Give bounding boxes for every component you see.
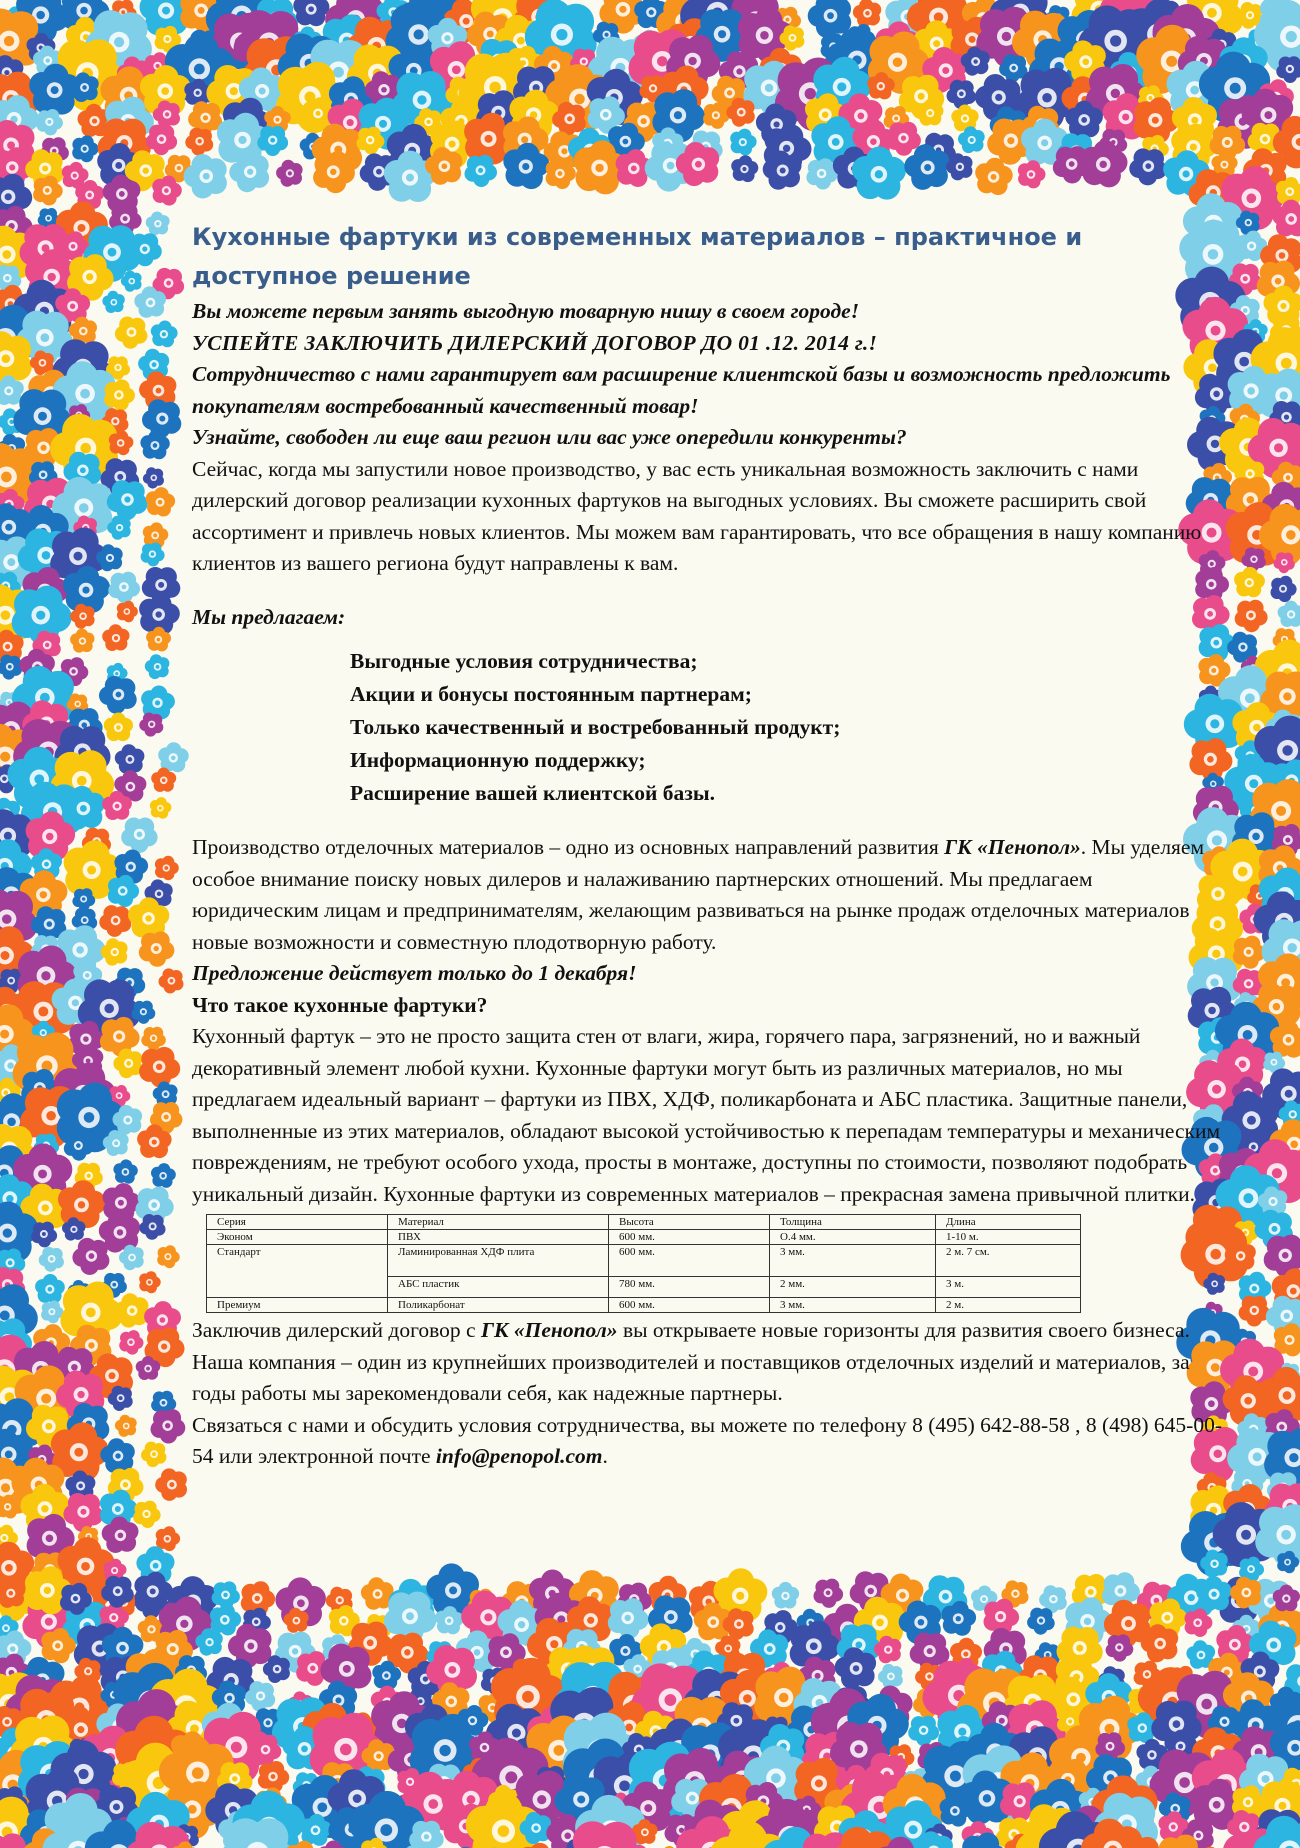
flower-icon	[731, 155, 758, 182]
flower-icon	[41, 1301, 63, 1324]
offer-item: Информационную поддержку;	[350, 748, 646, 772]
flower-icon	[39, 1247, 64, 1272]
section-heading: Что такое кухонные фартуки?	[192, 992, 488, 1017]
table-header-cell: Высота	[609, 1215, 770, 1230]
flower-icon	[70, 629, 94, 653]
flower-icon	[139, 1271, 161, 1293]
flower-icon	[101, 938, 128, 965]
offer-item: Только качественный и востребованный продукт;	[350, 715, 841, 739]
flower-icon	[145, 654, 170, 679]
page-title: Кухонные фартуки из современных материалов – практичное и доступное решение	[192, 223, 1083, 290]
flower-icon	[1239, 1296, 1270, 1327]
flower-icon	[159, 968, 184, 993]
table-header-cell: Толщина	[770, 1215, 936, 1230]
flower-icon	[104, 379, 135, 410]
flower-icon	[1235, 600, 1268, 633]
flower-icon	[151, 1163, 176, 1188]
flower-icon	[151, 768, 176, 792]
flower-icon	[143, 467, 164, 488]
table-cell: 600 мм.	[609, 1298, 770, 1313]
flower-icon	[139, 713, 163, 737]
flower-icon	[115, 1415, 137, 1437]
company-name: ГК «Пенопол»	[480, 1318, 618, 1342]
intro-line-deadline: УСПЕЙТЕ ЗАКЛЮЧИТЬ ДИЛЕРСКИЙ ДОГОВОР ДО 01 .12. 2014 г.!	[192, 330, 878, 355]
offer-heading: Мы предлагаем:	[192, 604, 346, 629]
flower-icon	[151, 321, 178, 348]
table-cell: ПВХ	[388, 1230, 609, 1245]
flower-icon	[117, 601, 138, 623]
table-cell: 780 мм.	[609, 1277, 770, 1298]
flower-icon	[257, 126, 288, 156]
company-name: ГК «Пенопол»	[944, 835, 1081, 859]
table-header-cell: Материал	[388, 1215, 609, 1230]
flower-icon	[1027, 1608, 1055, 1635]
flower-icon	[1278, 601, 1300, 627]
flower-icon	[814, 1579, 844, 1608]
flower-icon	[157, 1245, 180, 1268]
table-cell: Премиум	[207, 1298, 388, 1313]
table-header-row	[207, 1215, 1081, 1230]
flower-icon	[139, 1214, 165, 1240]
flower-icon	[107, 480, 148, 520]
contact-paragraph: Связаться с нами и обсудить условия сотрудничества, вы можете по телефону 8 (495) 642-88-58 , 8 (498) 645-00-54 или электронной почте info@penopol.com.	[192, 1412, 1222, 1468]
flower-icon	[146, 212, 170, 236]
flower-icon	[908, 1716, 939, 1746]
flower-icon	[878, 1664, 903, 1689]
table-cell: 600 мм.	[609, 1245, 770, 1277]
flower-icon	[1274, 552, 1295, 573]
flower-icon	[72, 135, 98, 162]
flower-icon	[99, 676, 137, 714]
flower-icon	[109, 430, 134, 455]
table-cell: 1-10 м.	[936, 1230, 1081, 1245]
table-row	[207, 1298, 1081, 1313]
table-header-cell: Серия	[207, 1215, 388, 1230]
flower-icon	[0, 655, 22, 680]
table-row	[207, 1230, 1081, 1245]
flower-icon	[35, 1274, 65, 1303]
table-cell: 2 м. 7 см.	[936, 1245, 1081, 1277]
flower-icon	[139, 1047, 180, 1088]
flower-icon	[1234, 567, 1265, 597]
flower-icon	[1271, 576, 1297, 602]
flower-icon	[1106, 1634, 1134, 1661]
table-cell: Ламинированная ХДФ плита	[388, 1245, 609, 1277]
flower-icon	[150, 797, 172, 819]
table-cell: О.4 мм.	[770, 1230, 936, 1245]
flower-icon	[1129, 148, 1167, 185]
table-cell: 3 м.	[936, 1277, 1081, 1298]
table-cell: Стандарт	[207, 1245, 388, 1298]
flower-icon	[31, 1222, 57, 1248]
flower-icon	[276, 160, 303, 187]
flower-icon	[185, 128, 213, 156]
flower-icon	[853, 0, 881, 27]
flower-icon	[104, 713, 133, 742]
deadline-note: Предложение действует только до 1 декабря!	[192, 961, 637, 985]
table-cell: АБС пластик	[388, 1277, 609, 1298]
flower-icon	[72, 1238, 109, 1275]
intro-line-cooperation: Сотрудничество с нами гарантирует вам расширение клиентской базы и возможность предложить покупателям востребованный качественный товар!	[192, 362, 1171, 418]
email-link[interactable]: info@penopol.com	[435, 1444, 603, 1468]
flower-icon	[772, 1582, 799, 1609]
offer-item: Акции и бонусы постоянным партнерам;	[350, 682, 752, 706]
flower-icon	[121, 818, 157, 854]
intro-line-1: Вы можете первым занять выгодную товарную нишу в своем городе!	[192, 299, 860, 323]
flower-icon	[465, 155, 498, 187]
flower-icon	[155, 856, 179, 880]
table-cell: 2 м.	[936, 1298, 1081, 1313]
flower-icon	[293, 0, 329, 26]
description-paragraph: Кухонный фартук – это не просто защита стен от влаги, жира, горячего пара, загрязнений, но и важный декоративный элемент любой кухни. Кухонные фартуки могут быть из различных материалов, но мы предлагаем идеальный вариант – фартуки из ПВХ, ХДФ, поликарбоната и АБС пластика. Защитные панели, выполненные из этих материалов, обладают высокой устойчивостью к перепадам температуры и механическим повреждениям, не требуют особого ухода, просты в монтаже, доступны по стоимости, позволяют подобрать уникальный дизайн. Кухонные фартуки из современных материалов – прекрасная замена привычной плитки.	[192, 1024, 1221, 1206]
document-body	[192, 218, 1222, 1473]
flower-icon	[119, 1330, 143, 1355]
flower-icon	[146, 125, 177, 156]
flower-icon	[72, 888, 95, 911]
flower-icon	[64, 1132, 94, 1161]
flower-icon	[1276, 56, 1300, 83]
flower-icon	[113, 1159, 137, 1183]
flower-icon	[730, 129, 756, 156]
flower-icon	[115, 317, 147, 349]
flower-icon	[151, 1409, 186, 1443]
table-cell: Эконом	[207, 1230, 388, 1245]
flower-icon	[951, 105, 978, 132]
intro-line-region: Узнайте, свободен ли еще ваш регион или вас уже опередили конкуренты?	[192, 425, 907, 449]
flower-icon	[210, 1604, 241, 1636]
flower-icon	[155, 1468, 187, 1501]
flower-icon	[139, 931, 175, 966]
production-paragraph: Производство отделочных материалов – одно из основных направлений развития ГК «Пенопол». Мы уделяем особое внимание поиску новых дилеров и налаживанию партнерских отношений. Мы предлагаем юридическим лицам и предпринимателям, желающим развиваться на рынке продаж отделочных материалов новые возможности и совместную плодотворную работу.	[192, 835, 1205, 954]
flower-icon	[115, 744, 145, 774]
offer-item: Расширение вашей клиентской базы.	[350, 781, 716, 805]
flower-icon	[947, 80, 976, 109]
offer-item: Выгодные условия сотрудничества;	[350, 649, 698, 673]
table-cell: Поликарбонат	[388, 1298, 609, 1313]
closing-paragraph: Заключив дилерский договор с ГК «Пенопол» вы открываете новые горизонты для развития своего бизнеса. Наша компания – один из крупнейших производителей и поставщиков отделочных изделий и материалов, за годы работы мы зарекомендовали себя, как надежные партнеры.	[192, 1318, 1190, 1405]
flower-icon	[102, 624, 129, 651]
flower-icon	[108, 572, 140, 603]
table-header-cell: Длина	[936, 1215, 1081, 1230]
flower-icon	[1233, 936, 1266, 969]
flower-icon	[63, 1493, 103, 1532]
flower-icon	[99, 905, 131, 937]
table-cell: 600 мм.	[609, 1230, 770, 1245]
table-cell: 2 мм.	[770, 1277, 936, 1298]
product-series-table	[206, 1214, 1081, 1313]
table-cell: 3 мм.	[770, 1298, 936, 1313]
table-cell: 3 мм.	[770, 1245, 936, 1277]
flower-icon	[146, 487, 175, 516]
offer-list	[192, 645, 1222, 810]
intro-paragraph: Сейчас, когда мы запустили новое производство, у вас есть уникальная возможность заключить с нами дилерский договор реализации кухонных фартуков на выгодных условиях. Вы сможете расширить свой ассортимент и привлечь новых клиентов. Мы можем вам гарантировать, что все обращения в нашу компанию клиентов из вашего региона будут направлены к вам.	[192, 456, 1202, 575]
flower-icon	[1018, 160, 1046, 188]
flower-icon	[133, 1501, 160, 1528]
flower-icon	[102, 291, 124, 313]
table-row	[207, 1245, 1081, 1277]
flower-icon	[141, 1442, 166, 1468]
